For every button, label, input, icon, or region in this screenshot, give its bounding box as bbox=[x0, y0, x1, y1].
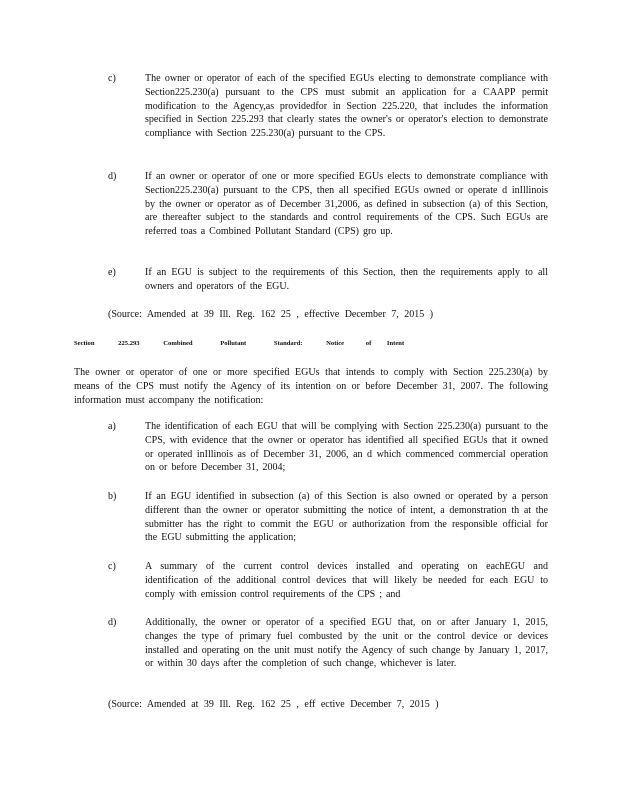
section-number: 225.293 bbox=[118, 340, 140, 347]
subsection-text: If an EGU is subject to the requirements of this Section, then the requirements apply to all owners and operators of the EGU. bbox=[145, 267, 548, 292]
subsection-b-lower bbox=[108, 490, 548, 545]
subsection-text: A summary of the current control devices installed and operating on eachEGU and identification of the additional control devices that will likely be needed for each EGU to comply with emission control requirements of the CPS ; and bbox=[145, 561, 548, 600]
subsection-c-upper bbox=[108, 72, 548, 141]
subsection-label: b) bbox=[108, 491, 117, 502]
subsection-text: Additionally, the owner or operator of a specified EGU that, on or after January 1, 2015, changes the type of primary fuel combusted by the unit or the control device or devices installed and operating on the unit must notify the Agency of such change by January 1, 2017, or within 30 days after the completion of such change, whichever is later. bbox=[145, 617, 548, 670]
section-title-word: of bbox=[365, 340, 372, 347]
subsection-c-lower bbox=[108, 560, 548, 601]
section-title-word: Standard: bbox=[273, 340, 303, 347]
subsection-label: d) bbox=[108, 171, 117, 182]
section-heading bbox=[74, 340, 404, 347]
source-note-2: (Source: Amended at 39 Ill. Reg. 162 25 , eff ective December 7, 2015 ) bbox=[108, 699, 439, 710]
section-title-word: Notice bbox=[326, 340, 345, 347]
subsection-e-upper bbox=[108, 266, 548, 294]
section-word: Section bbox=[74, 340, 95, 347]
subsection-text: The owner or operator of each of the specified EGUs electing to demonstrate compliance with Section225.230(a) pursuant to the CPS must submit an application for a CAAPP permit modification to the Agency,as providedfor in Section 225.220, that includes the information specified in Section 225.293 that clearly states the owner's or operator's election to demonstrate compliance with Section 225.230(a) pursuant to the CPS. bbox=[145, 73, 548, 140]
subsection-text: If an EGU identified in subsection (a) of this Section is also owned or operated by a person different than the owner or operator submitting the notice of intent, a demonstration th at the submitter has the right to commit the EGU or authorization from the responsible official for the EGU submitting the application; bbox=[145, 491, 548, 544]
section-title-word: Pollutant bbox=[220, 340, 247, 347]
subsection-d-lower bbox=[108, 616, 548, 671]
subsection-text: The identification of each EGU that will be complying with Section 225.230(a) pursuant to the CPS, with evidence that the owner or operator has identified all specified EGUs that it owned or operated inIllinois as of December 31, 2006, an d which commenced commercial operation on or before December 31, 2004; bbox=[145, 421, 548, 474]
subsection-label: a) bbox=[108, 421, 116, 432]
subsection-label: c) bbox=[108, 561, 116, 572]
source-note-1: (Source: Amended at 39 Ill. Reg. 162 25 , effective December 7, 2015 ) bbox=[108, 309, 434, 320]
subsection-label: d) bbox=[108, 617, 117, 628]
intro-paragraph: The owner or operator of one or more specified EGUs that intends to comply with Section 225.230(a) by means of the CPS must notify the Agency of its intention on or before December 31, 2007. The following information must accompany the notification: bbox=[74, 367, 548, 406]
subsection-d-upper bbox=[108, 170, 548, 239]
subsection-label: e) bbox=[108, 267, 116, 278]
subsection-text: If an owner or operator of one or more specified EGUs elects to demonstrate compliance with Section225.230(a) pursuant to the CPS, then all specified EGUs owned or operate d inIllinois by the owner or operator as of December 31,2006, as defined in subsection (a) of this Section, are thereafter subject to the standards and control requirements of the CPS. Such EGUs are referred toas a Combined Pollutant Standard (CPS) gro up. bbox=[145, 171, 548, 238]
subsection-a-lower bbox=[108, 420, 548, 475]
section-title-word: Combined bbox=[163, 340, 193, 347]
subsection-label: c) bbox=[108, 73, 116, 84]
section-title-word: Intent bbox=[386, 340, 405, 347]
